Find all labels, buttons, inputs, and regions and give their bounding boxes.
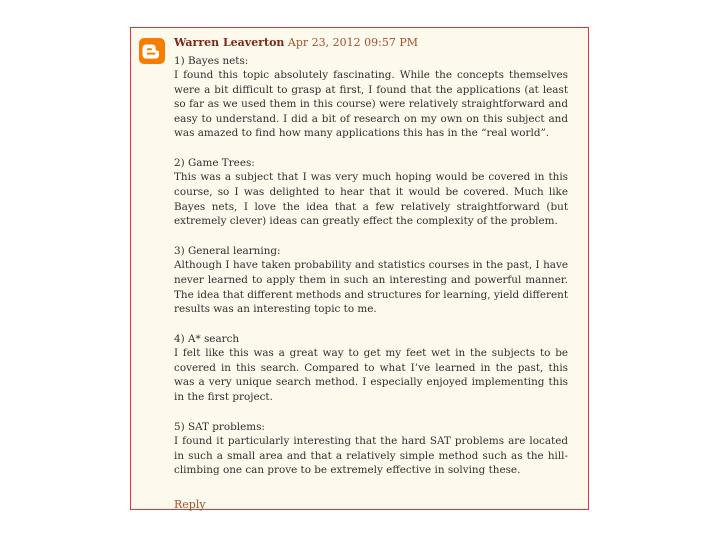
- section-title: 3) General learning:: [174, 245, 281, 258]
- comment-section: [174, 156, 568, 228]
- comment-section: [174, 332, 568, 404]
- timestamp-link[interactable]: Apr 23, 2012 09:57 PM: [287, 36, 418, 49]
- comment-section: [174, 54, 568, 141]
- author-link[interactable]: Warren Leaverton: [174, 36, 285, 49]
- section-title: 4) A* search: [174, 333, 240, 346]
- section-title: 5) SAT problems:: [174, 421, 265, 434]
- section-title: 2) Game Trees:: [174, 157, 255, 170]
- comment-header: [174, 36, 568, 50]
- section-body: Although I have taken probability and statistics courses in the past, I have never learned to apply them in such an interesting and powerful manner. The idea that different methods and structures for learning, yield different results was an interesting topic to me.: [174, 259, 568, 316]
- section-body: I found this topic absolutely fascinating. While the concepts themselves were a bit difficult to grasp at first, I found that the applications (at least so far as we used them in this course) were relatively straightforward and easy to understand. I did a bit of research on my own on this subject and was amazed to find how many applications this has in the “real world”.: [174, 69, 568, 140]
- section-body: This was a subject that I was very much hoping would be covered in this course, so I was delighted to hear that it would be covered. Much like Bayes nets, I love the idea that a few relatively straightforward (but extremely clever) ideas can greatly effect the complexity of the problem.: [174, 171, 568, 228]
- section-body: I felt like this was a great way to get my feet wet in the subjects to be covered in this search. Compared to what I’ve learned in the past, this was a very unique search method. I especially enjoyed implementing this in the first project.: [174, 347, 568, 403]
- comment-card: [130, 27, 589, 510]
- comment-section: [174, 420, 568, 478]
- blogger-icon[interactable]: [139, 38, 165, 64]
- section-body: I found it particularly interesting that the hard SAT problems are located in such a small area and that a relatively simple method such as the hill-climbing one can prove to be extremely effective in solving these.: [174, 435, 568, 477]
- comment-content: [174, 36, 568, 512]
- comment-body: [174, 54, 568, 478]
- reply-link[interactable]: Reply: [174, 498, 206, 512]
- section-title: 1) Bayes nets:: [174, 55, 249, 67]
- comment-section: [174, 244, 568, 316]
